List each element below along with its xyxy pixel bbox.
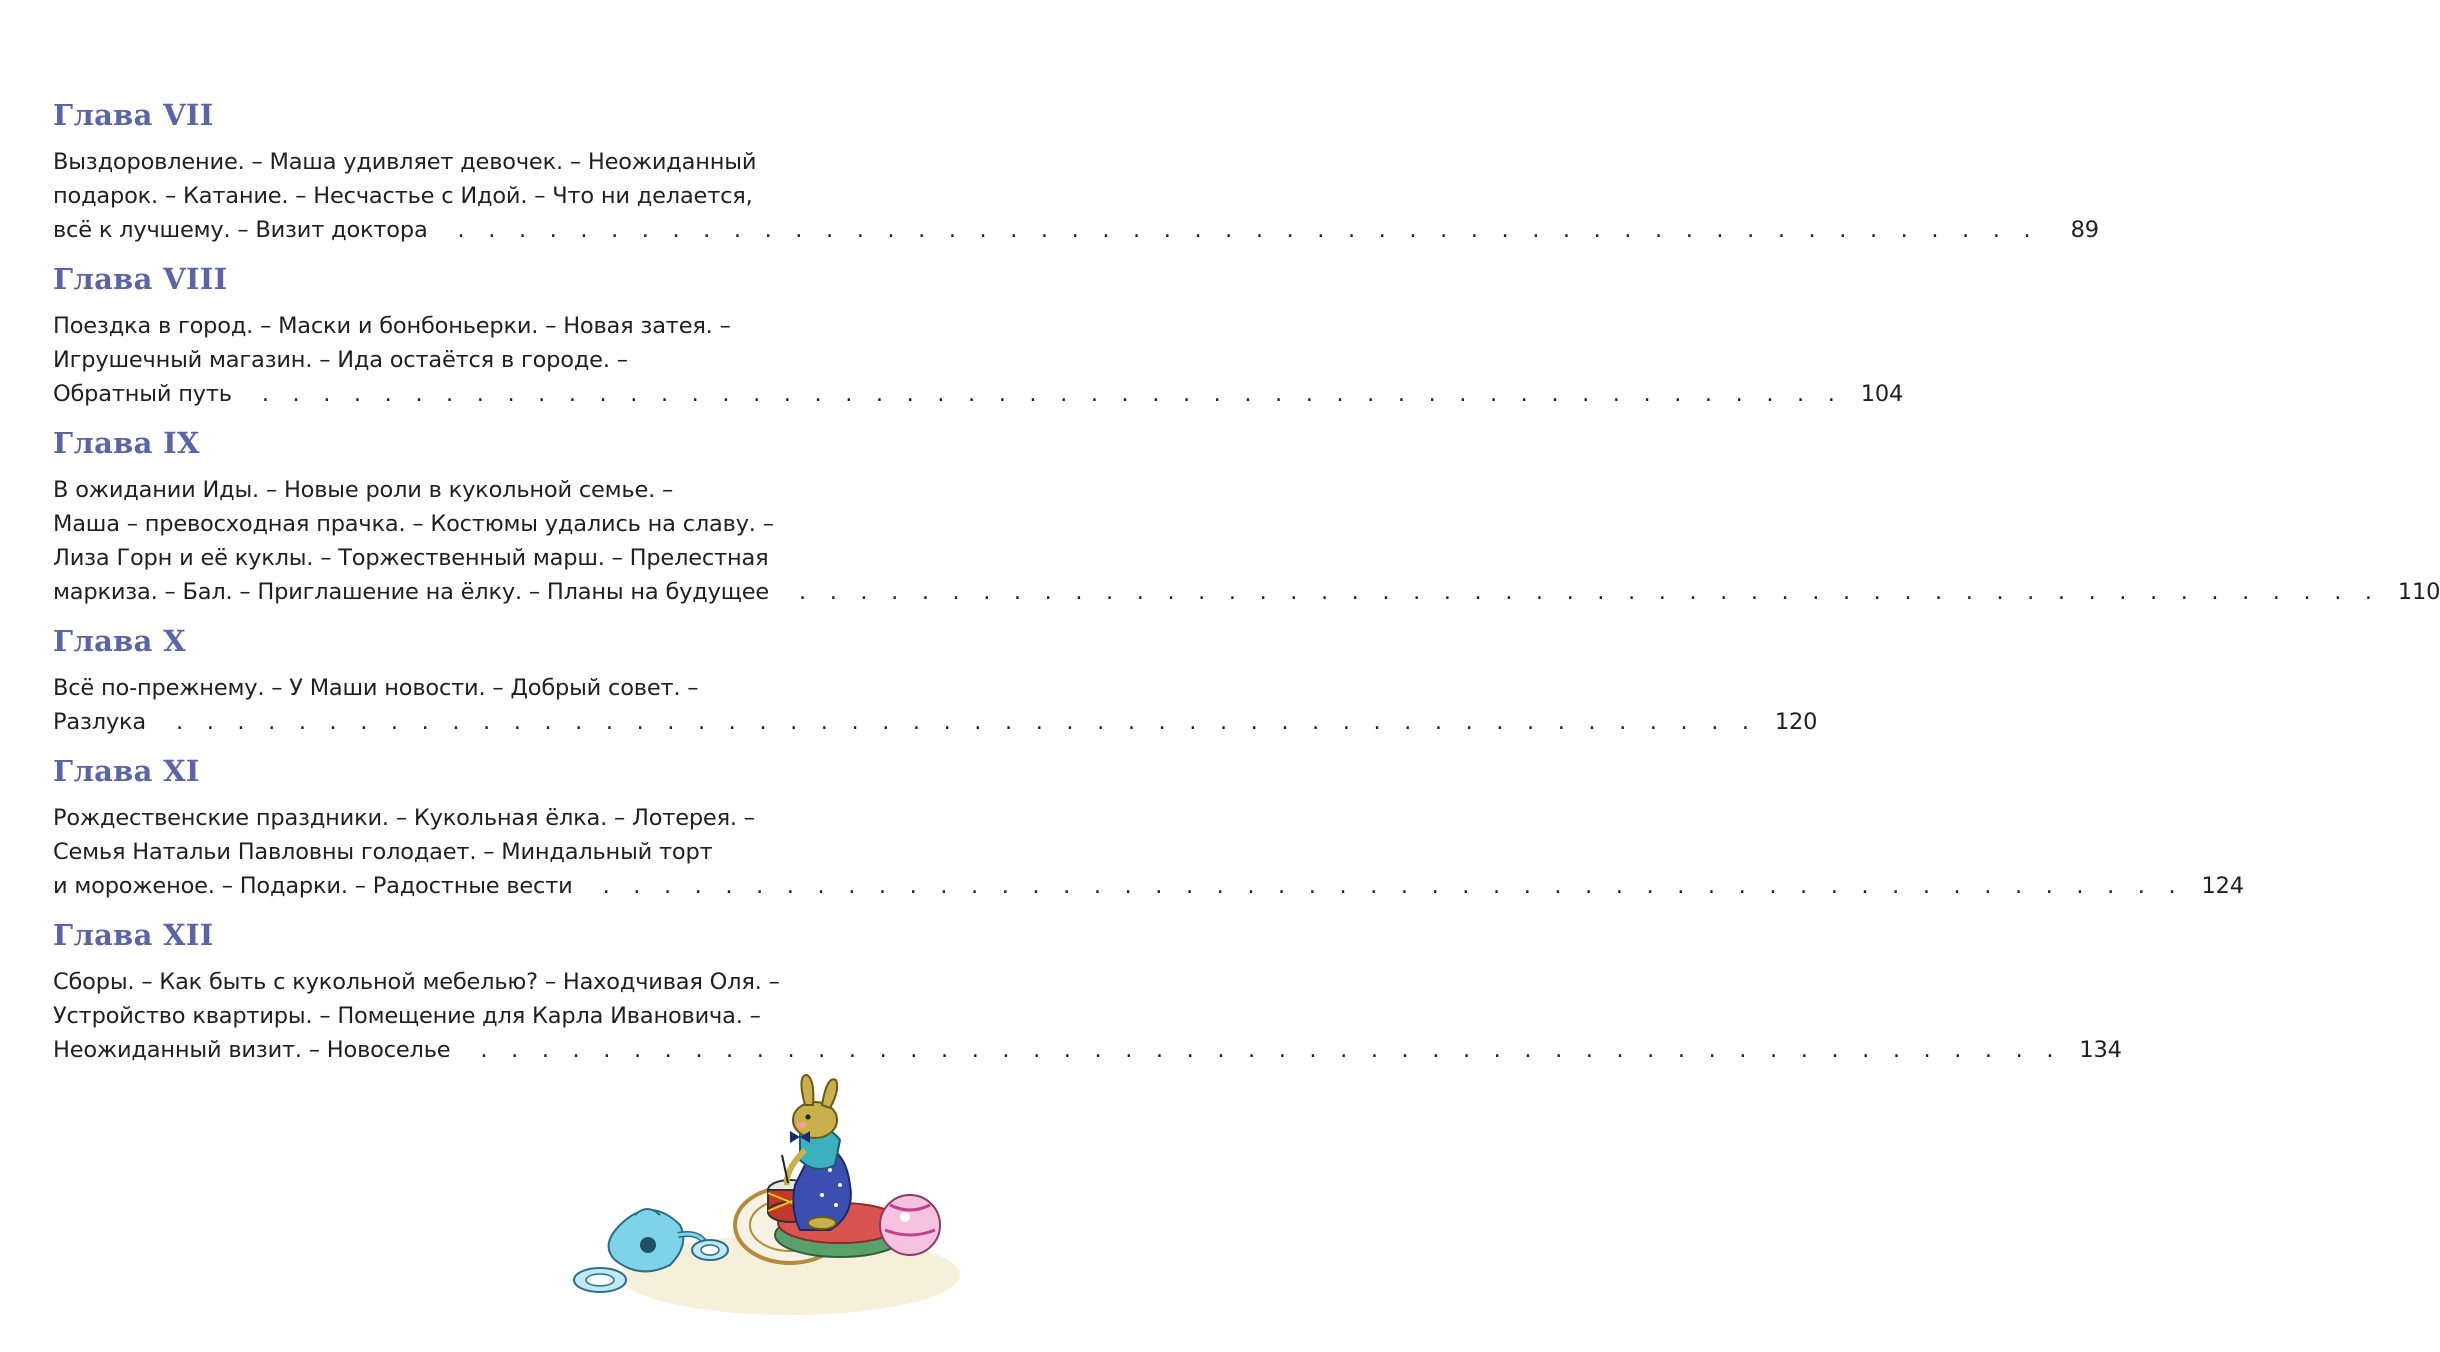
table-of-contents [53, 95, 2440, 1079]
summary-last-line [53, 213, 2099, 247]
chapter-summary [53, 309, 1904, 411]
chapter-summary [53, 473, 2440, 609]
summary-last-line [53, 705, 1818, 739]
summary-line: Разлука [53, 709, 146, 735]
summary-line: Устройство квартиры. – Помещение для Карла Ивановича. – [53, 1003, 761, 1029]
dot-leader: . . . . . . . . . . . . . . . . . . . . . . . . . . . . . . . . . . . . . . . . . . . . . . . . . . . . [261, 381, 1844, 407]
chapter-summary [53, 801, 2244, 903]
summary-line: Рождественские праздники. – Кукольная ёлка. – Лотерея. – [53, 805, 755, 831]
chapter-title: Глава VIII [53, 262, 228, 296]
summary-line: Выздоровление. – Маша удивляет девочек. – Неожиданный [53, 149, 757, 175]
summary-line: Обратный путь [53, 381, 232, 407]
summary-line: Поездка в город. – Маски и бонбоньерки. – Новая затея. – [53, 313, 731, 339]
chapter-title: Глава VII [53, 98, 214, 132]
summary-line: Маша – превосходная прачка. – Костюмы удались на славу. – [53, 511, 774, 537]
chapter-summary [53, 145, 2099, 247]
summary-line: и мороженое. – Подарки. – Радостные вести [53, 873, 573, 899]
chapter-summary [53, 671, 1818, 739]
summary-line: Неожиданный визит. – Новоселье [53, 1037, 451, 1063]
chapter-title: Глава IX [53, 426, 200, 460]
toc-chapter [53, 259, 1904, 411]
page-number: 134 [2079, 1037, 2122, 1063]
summary-line: Всё по-прежнему. – У Маши новости. – Добрый совет. – [53, 675, 699, 701]
summary-line: всё к лучшему. – Визит доктора [53, 217, 428, 243]
chapter-summary [53, 965, 2122, 1067]
toy-bunny-drummer-illustration [560, 1075, 960, 1325]
chapter-title: Глава XI [53, 754, 200, 788]
summary-line: Игрушечный магазин. – Ида остаётся в городе. – [53, 347, 628, 373]
page-number: 89 [2070, 217, 2099, 243]
toc-chapter [53, 751, 2244, 903]
dot-leader: . . . . . . . . . . . . . . . . . . . . . . . . . . . . . . . . . . . . . . . . . . . . . . . . . . . . [176, 709, 1758, 735]
summary-last-line [53, 575, 2440, 609]
dot-leader: . . . . . . . . . . . . . . . . . . . . . . . . . . . . . . . . . . . . . . . . . . . . . . . . . . . . [457, 217, 2039, 243]
summary-line: подарок. – Катание. – Несчастье с Идой. – Что ни делается, [53, 183, 753, 209]
summary-last-line [53, 869, 2244, 903]
chapter-title: Глава X [53, 624, 186, 658]
page-number: 104 [1860, 381, 1904, 407]
page-number: 110 [2397, 579, 2440, 605]
toc-chapter [53, 423, 2440, 609]
chapter-title: Глава XII [53, 918, 214, 952]
summary-last-line [53, 377, 1904, 411]
summary-line: Сборы. – Как быть с кукольной мебелью? – Находчивая Оля. – [53, 969, 780, 995]
summary-line: Семья Натальи Павловны голодает. – Миндальный торт [53, 839, 713, 865]
page-number: 120 [1774, 709, 1818, 735]
summary-last-line [53, 1033, 2122, 1067]
summary-line: Лиза Горн и её куклы. – Торжественный марш. – Прелестная [53, 545, 769, 571]
toc-chapter [53, 95, 2099, 247]
toc-chapter [53, 621, 1818, 739]
summary-line: В ожидании Иды. – Новые роли в кукольной семье. – [53, 477, 674, 503]
dot-leader: . . . . . . . . . . . . . . . . . . . . . . . . . . . . . . . . . . . . . . . . . . . . . . . . . . . . [602, 873, 2184, 899]
toc-chapter [53, 915, 2122, 1067]
summary-line: маркиза. – Бал. – Приглашение на ёлку. – Планы на будущее [53, 579, 769, 605]
dot-leader: . . . . . . . . . . . . . . . . . . . . . . . . . . . . . . . . . . . . . . . . . . . . . . . . . . . . [799, 579, 2381, 605]
dot-leader: . . . . . . . . . . . . . . . . . . . . . . . . . . . . . . . . . . . . . . . . . . . . . . . . . . . . [480, 1037, 2062, 1063]
page-number: 124 [2201, 873, 2244, 899]
